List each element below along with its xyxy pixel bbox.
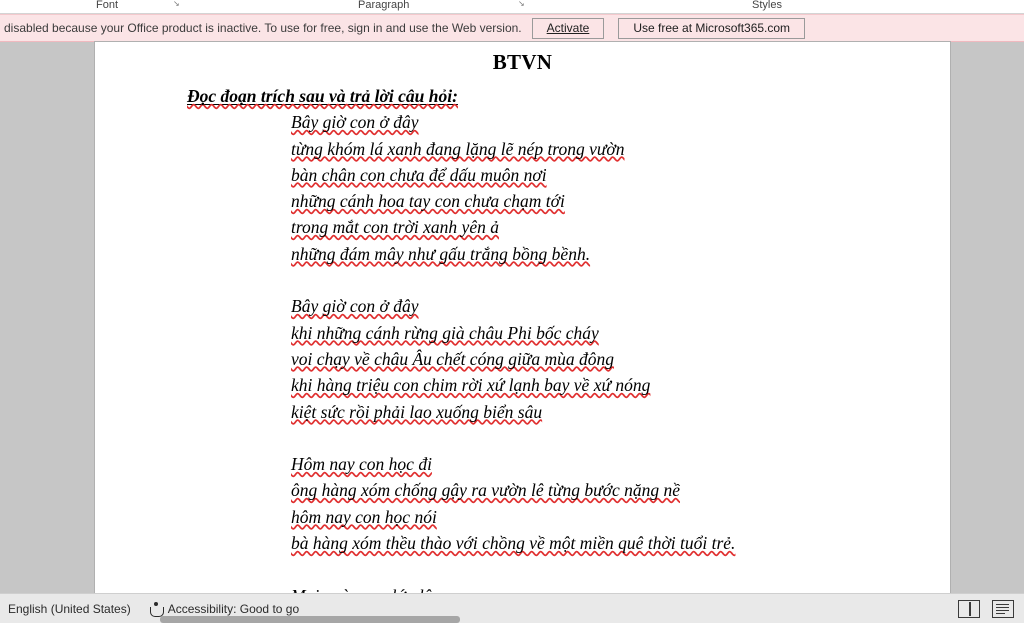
- poem-line: [291, 399, 950, 425]
- poem-line: [291, 372, 950, 398]
- exercise-prompt-text: Đọc đoạn trích sau và trả lời câu hỏi:: [187, 86, 458, 106]
- poem-line: [291, 188, 950, 214]
- poem-line: [291, 136, 950, 162]
- exercise-prompt-line: [95, 83, 950, 109]
- poem-line: [291, 241, 950, 267]
- poem-line-text: Bây giờ con ở đây: [291, 296, 419, 317]
- ribbon-group-font-label: Font: [96, 0, 119, 11]
- document-title-heading: BTVN: [492, 50, 553, 74]
- status-bar: [0, 593, 1024, 623]
- activation-banner: [0, 14, 1024, 42]
- poem-line-text: kiệt sức rồi phải lao xuống biển sâu: [291, 401, 543, 422]
- print-layout-icon[interactable]: [992, 600, 1014, 618]
- poem-line-text: khi những cánh rừng già châu Phi bốc cháy: [291, 322, 599, 343]
- poem-line-text: bàn chân con chưa để dấu muôn nơi: [291, 164, 547, 185]
- status-accessibility-label: Accessibility: Good to go: [167, 601, 300, 616]
- document-page[interactable]: [95, 42, 950, 593]
- poem-line-text: bà hàng xóm thều thào với chồng về một miền quê thời tuổi trẻ.: [291, 533, 736, 554]
- poem-line: [291, 451, 950, 477]
- document-body[interactable]: [95, 83, 950, 609]
- horizontal-scrollbar-thumb[interactable]: [160, 616, 460, 623]
- stanza-spacer: [291, 556, 950, 582]
- poem-line-text: voi chạy về châu Âu chết cóng giữa mùa đông: [291, 348, 614, 369]
- poem-line-text: những đám mây như gấu trắng bồng bềnh.: [291, 243, 591, 264]
- ribbon-group-styles-label: Styles: [752, 0, 782, 11]
- poem-line: [291, 477, 950, 503]
- poem-line: [291, 346, 950, 372]
- poem-line-text: khi hàng triệu con chim rời xứ lạnh bay về xứ nóng: [291, 375, 651, 396]
- poem-line: [291, 504, 950, 530]
- activation-banner-message: disabled because your Office product is inactive. To use for free, sign in and use the Web version.: [4, 21, 522, 35]
- ribbon-group-labels: [0, 0, 1024, 14]
- poem-stanzas: [95, 109, 950, 609]
- stanza-spacer: [291, 267, 950, 293]
- poem-line-text: trong mắt con trời xanh yên ả: [291, 217, 499, 238]
- stanza-spacer: [291, 425, 950, 451]
- poem-line: [291, 214, 950, 240]
- paragraph-dialog-launcher-icon[interactable]: ↘: [518, 0, 525, 8]
- activate-button[interactable]: [532, 18, 605, 39]
- font-dialog-launcher-icon[interactable]: ↘: [173, 0, 180, 8]
- activate-button-label: Activate: [546, 20, 590, 35]
- status-bar-right: [946, 600, 1024, 618]
- poem-line: [291, 293, 950, 319]
- poem-line-text: ông hàng xóm chống gậy ra vườn lê từng bước nặng nề: [291, 480, 680, 501]
- poem-line: [291, 320, 950, 346]
- poem-line-text: Hôm nay con học đi: [291, 454, 432, 475]
- poem-line-text: những cánh hoa tay con chưa chạm tới: [291, 191, 565, 212]
- document-canvas[interactable]: [0, 42, 1024, 593]
- use-free-microsoft365-button[interactable]: Use free at Microsoft365.com: [618, 18, 805, 39]
- status-language[interactable]: English (United States): [8, 601, 131, 616]
- poem-line-text: hôm nay con học nói: [291, 506, 437, 527]
- accessibility-icon: [149, 602, 163, 616]
- read-mode-icon[interactable]: [958, 600, 980, 618]
- ribbon-group-paragraph-label: Paragraph: [358, 0, 410, 11]
- poem-line-text: Bây giờ con ở đây: [291, 112, 419, 133]
- status-bar-left: [0, 602, 317, 616]
- poem-line: [291, 109, 950, 135]
- poem-line: [291, 162, 950, 188]
- poem-line-text: từng khóm lá xanh đang lặng lẽ nép trong vườn: [291, 138, 625, 159]
- status-accessibility[interactable]: [149, 602, 299, 616]
- poem-line: [291, 530, 950, 556]
